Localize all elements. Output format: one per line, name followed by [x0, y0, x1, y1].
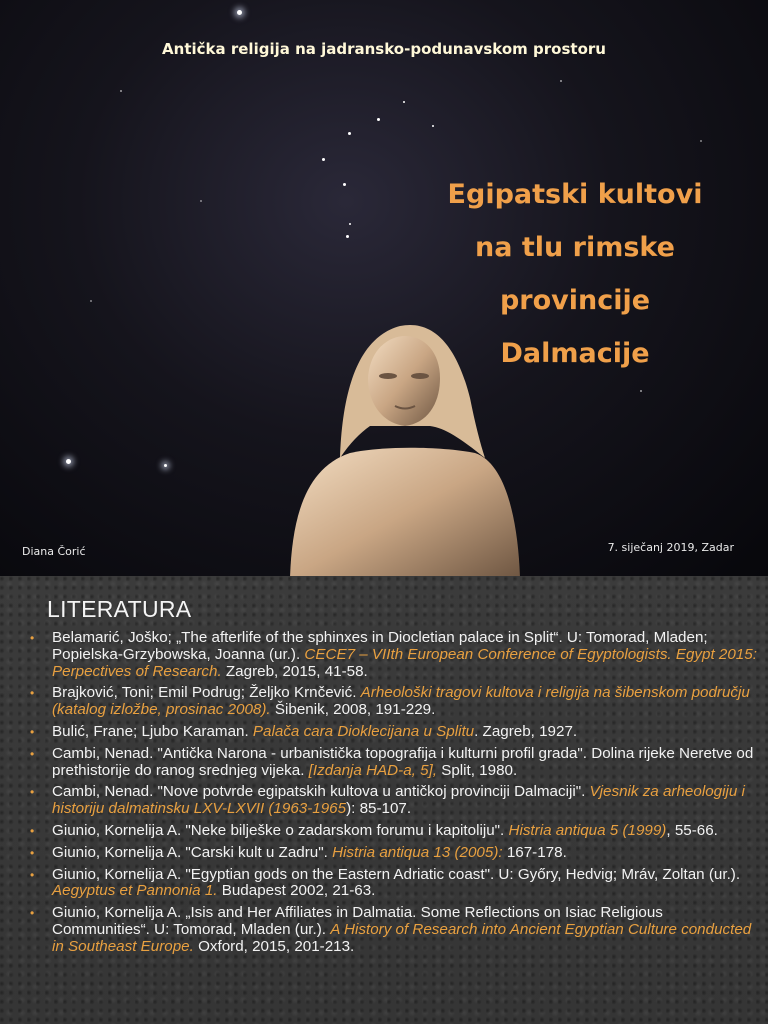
- reference-item: • Giunio, Kornelija A. "Neke bilješke o zadarskom forumu i kapitoliju". Histria antiqua 5 (1999), 55-66.: [30, 821, 718, 839]
- reference-item: • Giunio, Kornelija A. "Egyptian gods on the Eastern Adriatic coast". U: Győry, Hedvig; Mráv, Zoltan (ur.). Aegyptus et Pannonia 1. Budapest 2002, 21-63.: [30, 865, 741, 900]
- course-title: Antička religija na jadransko-podunavskom prostoru: [162, 40, 606, 58]
- reference-item: • Giunio, Kornelija A. "Carski kult u Zadru". Histria antiqua 13 (2005): 167-178.: [30, 843, 567, 861]
- star: [164, 464, 167, 467]
- presentation-title: [420, 168, 730, 380]
- literature-heading: LITERATURA: [47, 596, 192, 622]
- reference-item: • Cambi, Nenad. "Antička Narona - urbanistička topografija i kulturni profil grada". Dolina rijeke Neretve od prethistorije do ranog srednjeg vijeka. [Izdanja HAD-a, 5], Split, 1980.: [30, 744, 754, 779]
- literature-slide: [0, 576, 768, 1024]
- bullet-icon: •: [30, 845, 35, 860]
- star: [348, 132, 351, 135]
- star: [322, 158, 325, 161]
- reference-item: • Belamarić, Joško; „The afterlife of the sphinxes in Diocletian palace in Split“. U: Tomorad, Mladen; Popielska-Grzybowska, Joanna (ur.). CECE7 – VIIth European Conference of Egyptologists. Egypt 2015: Perpectives of Research. Zagreb, 2015, 41-58.: [30, 629, 757, 680]
- star: [237, 10, 242, 15]
- star: [200, 200, 202, 202]
- star: [432, 125, 434, 127]
- star: [640, 390, 642, 392]
- presentation-date: 7. siječanj 2019, Zadar: [607, 541, 734, 554]
- star: [403, 101, 405, 103]
- bullet-icon: •: [30, 823, 35, 838]
- reference-list: [30, 630, 760, 961]
- star: [66, 459, 71, 464]
- reference-item: • Giunio, Kornelija A. „Isis and Her Affiliates in Dalmatia. Some Reflections on Isiac Religious Communities“. U: Tomorad, Mladen (ur.). A History of Research into Ancient Egyptian Culture conducted in Southeast Europe. Oxford, 2015, 201-213.: [30, 904, 752, 955]
- reference-item: • Bulić, Frane; Ljubo Karaman. Palača cara Dioklecijana u Splitu. Zagreb, 1927.: [30, 722, 578, 740]
- title-line: na tlu rimske: [475, 232, 675, 263]
- star: [349, 223, 351, 225]
- bullet-icon: •: [30, 785, 35, 800]
- star: [700, 140, 702, 142]
- title-line: Dalmacije: [500, 338, 650, 369]
- author-name: Diana Čorić: [22, 545, 86, 558]
- bullet-icon: •: [30, 686, 35, 701]
- star: [343, 183, 346, 186]
- reference-item: • Brajković, Toni; Emil Podrug; Željko Krnčević. Arheološki tragovi kultova i religija na šibenskom području (katalog izložbe, prosinac 2008). Šibenik, 2008, 191-229.: [30, 684, 750, 719]
- bullet-icon: •: [30, 867, 35, 882]
- bullet-icon: •: [30, 746, 35, 761]
- bullet-icon: •: [30, 724, 35, 739]
- star: [120, 90, 122, 92]
- bullet-icon: •: [30, 631, 35, 645]
- bullet-icon: •: [30, 906, 35, 921]
- star: [560, 80, 562, 82]
- title-line: Egipatski kultovi: [447, 179, 703, 210]
- star: [377, 118, 380, 121]
- star: [346, 235, 349, 238]
- reference-item: • Cambi, Nenad. "Nove potvrde egipatskih kultova u antičkoj provinciji Dalmaciji". Vjesnik za arheologiju i historiju dalmatinsku LXV-LXVII (1963-1965): 85-107.: [30, 783, 745, 818]
- star: [90, 300, 92, 302]
- title-line: provincije: [499, 285, 651, 316]
